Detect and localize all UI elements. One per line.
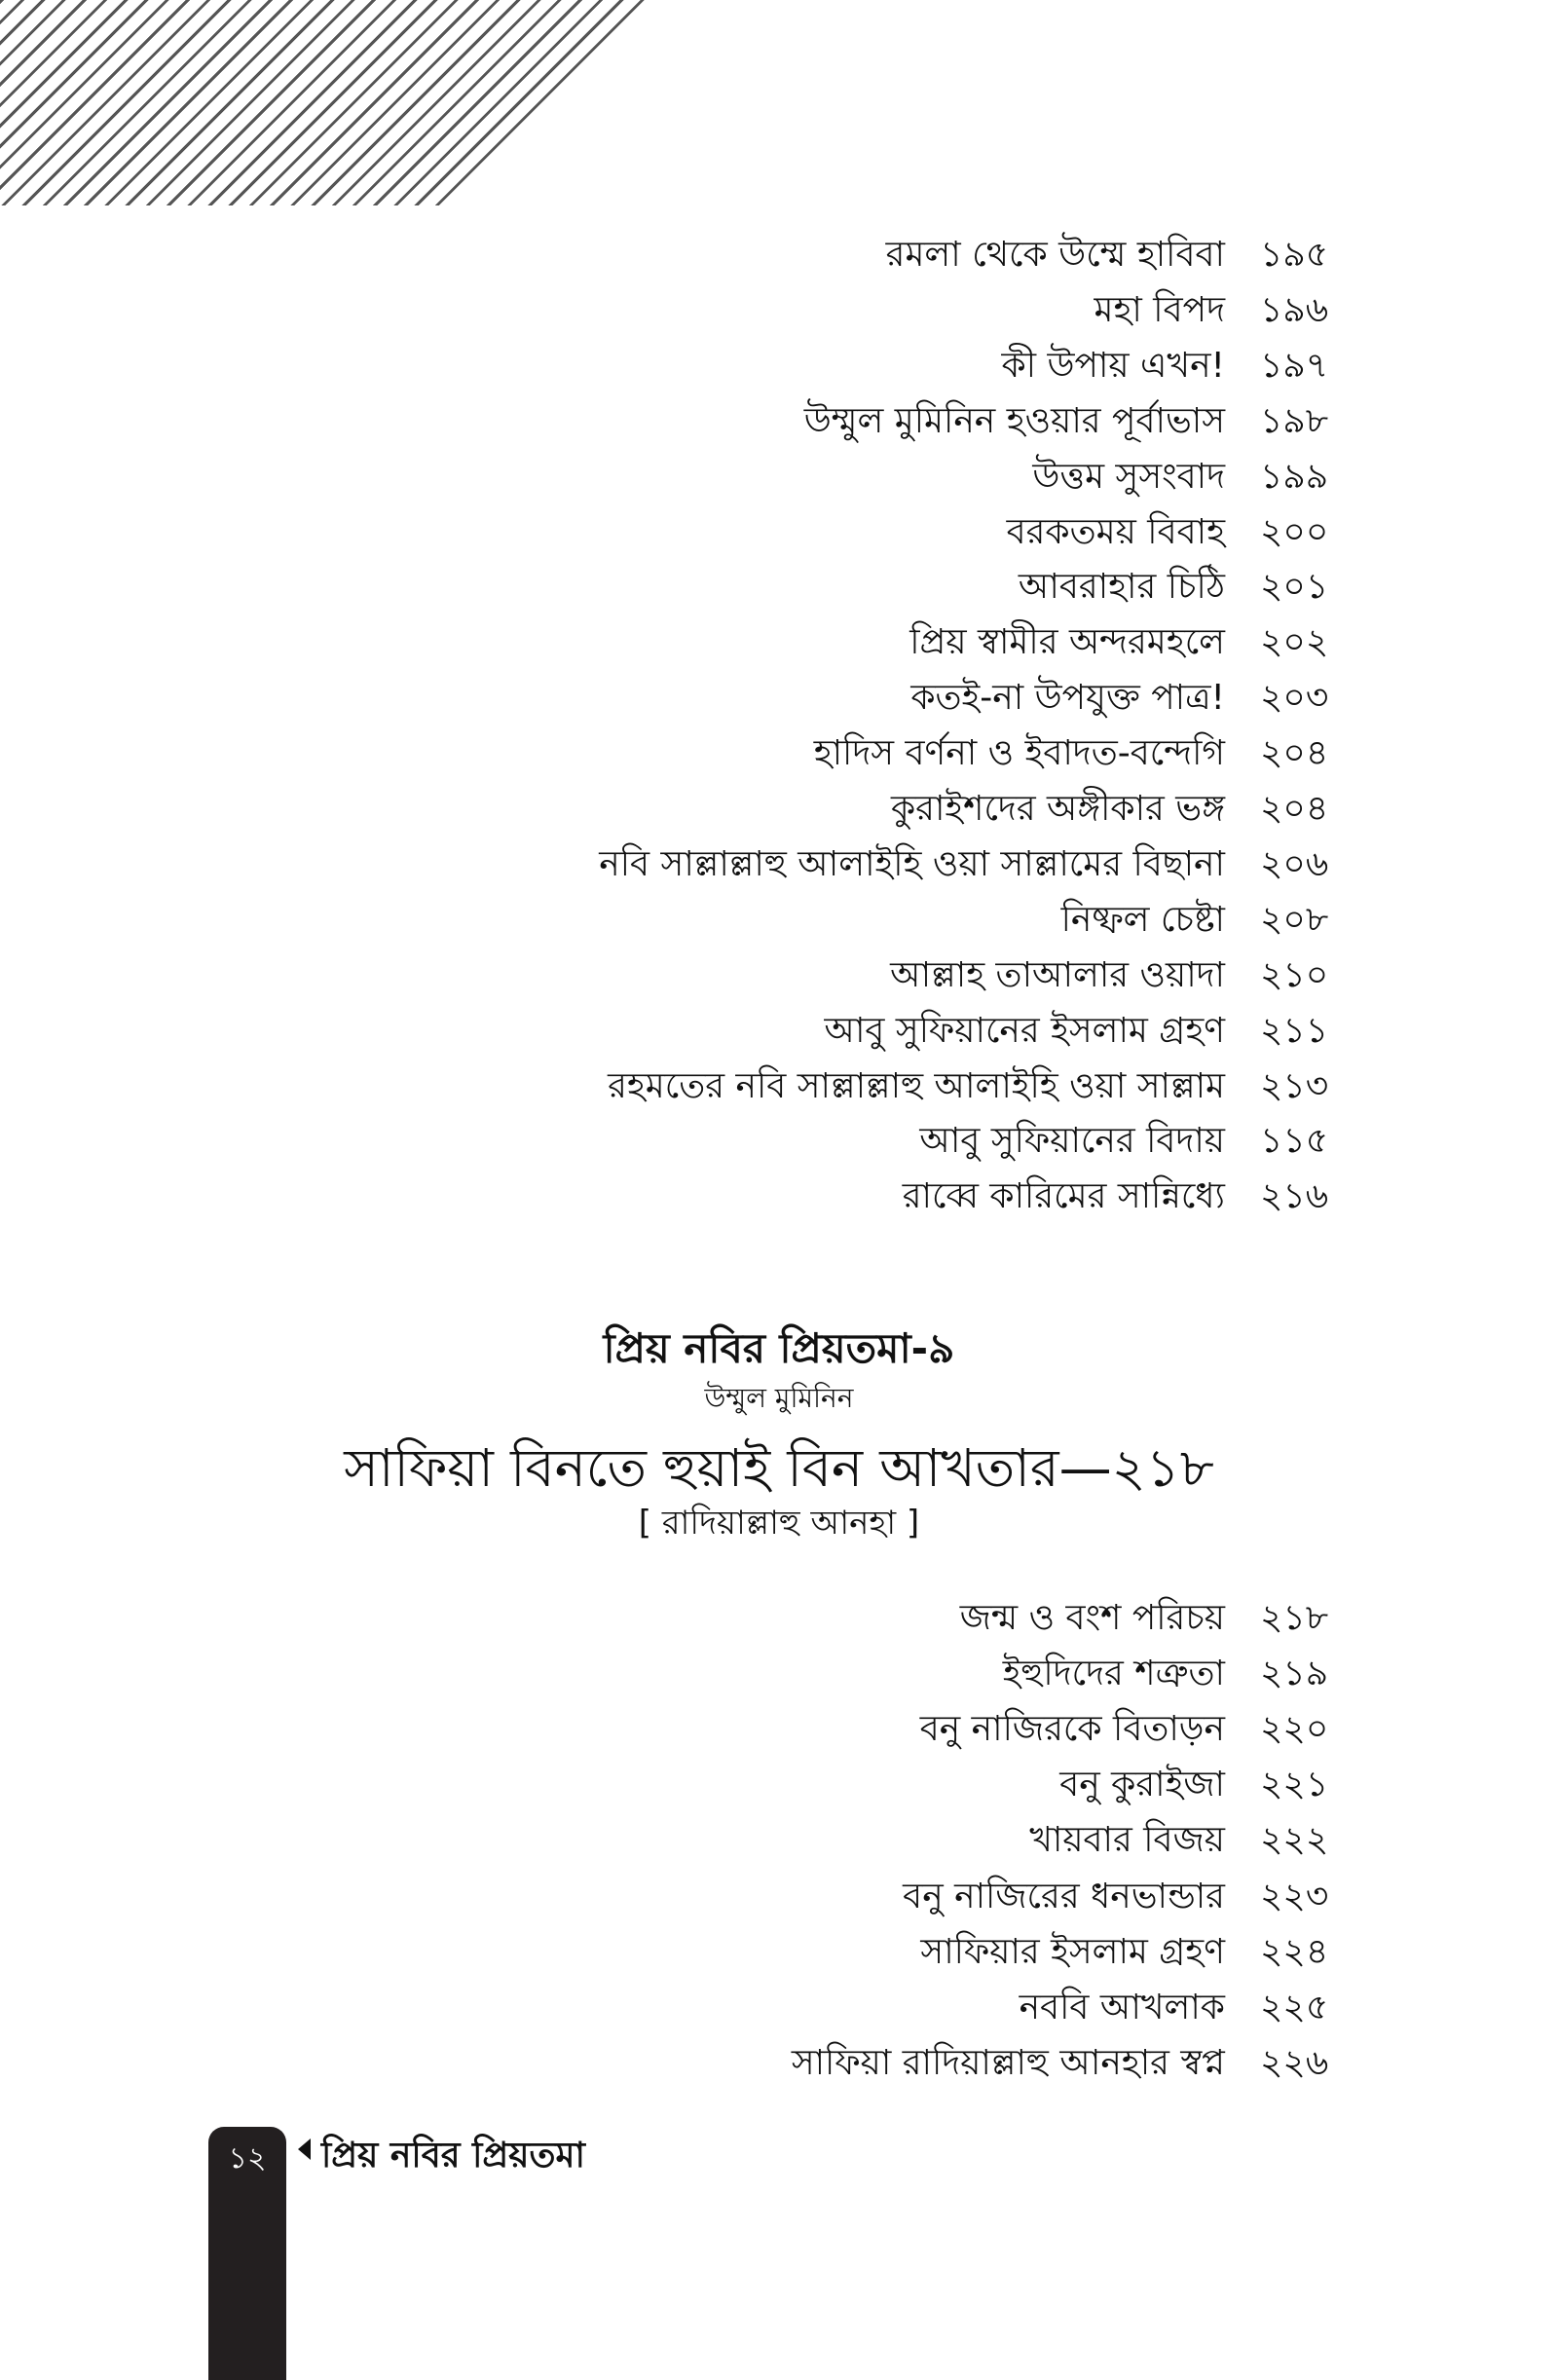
toc-entry-page: ২২০ bbox=[1260, 1709, 1329, 1750]
toc-entry bbox=[0, 1981, 1558, 2035]
toc-entry bbox=[0, 1647, 1558, 1701]
toc-entry-page: ২০০ bbox=[1260, 511, 1329, 552]
toc-entry bbox=[0, 782, 1558, 837]
toc-entry-page: ২১০ bbox=[1260, 954, 1329, 995]
toc-entry-title: প্রিয় স্বামীর অন্দরমহলে bbox=[909, 622, 1225, 663]
toc-entry-page: ২০৬ bbox=[1260, 843, 1329, 884]
toc-entry-page: ২২৫ bbox=[1260, 1987, 1329, 2027]
section-title: সাফিয়া বিনতে হুয়াই বিন আখতার—২১৮ bbox=[344, 1437, 1214, 1499]
toc-entry bbox=[0, 1702, 1558, 1757]
toc-entry bbox=[0, 837, 1558, 892]
section-subtitle: উম্মুল মুমিনিন bbox=[704, 1382, 854, 1414]
toc-entry-page: ২১৩ bbox=[1260, 1065, 1329, 1106]
toc-entry bbox=[0, 1170, 1558, 1224]
toc-entry bbox=[0, 283, 1558, 338]
toc-entry bbox=[0, 1870, 1558, 1924]
section-honorific: [ রাদিয়াল্লাহু আনহা ] bbox=[638, 1504, 920, 1543]
toc-entry-title: বনু নাজিরকে বিতাড়ন bbox=[919, 1709, 1225, 1750]
toc-entry bbox=[0, 671, 1558, 725]
toc-entry-page: ২১৯ bbox=[1260, 1654, 1329, 1694]
toc-entry-page: ১৯৯ bbox=[1260, 456, 1329, 497]
toc-entry-page: ২০৮ bbox=[1260, 899, 1329, 940]
toc-entry-title: সাফিয়া রাদিয়াল্লাহু আনহার স্বপ্ন bbox=[791, 2042, 1225, 2083]
toc-entry-page: ২০২ bbox=[1260, 622, 1329, 663]
toc-entry bbox=[0, 726, 1558, 781]
toc-entry-page: ২২৬ bbox=[1260, 2042, 1329, 2083]
toc-entry-title: আল্লাহ তাআলার ওয়াদা bbox=[890, 954, 1225, 995]
toc-entry bbox=[0, 615, 1558, 670]
toc-entry-title: নিষ্ফল চেষ্টা bbox=[1060, 899, 1225, 940]
toc-entry-page: ১১৫ bbox=[1260, 1121, 1329, 1162]
page-number: ১২ bbox=[228, 2141, 267, 2175]
section-series-heading: প্রিয় নবির প্রিয়তমা-৯ bbox=[603, 1324, 955, 1372]
toc-entry-page: ১৯৭ bbox=[1260, 345, 1329, 386]
toc-entry-page: ২২২ bbox=[1260, 1820, 1329, 1861]
toc-entry-title: উম্মুল মুমিনিন হওয়ার পূর্বাভাস bbox=[803, 400, 1225, 441]
toc-entry-page: ২০১ bbox=[1260, 567, 1329, 608]
toc-entry bbox=[0, 560, 1558, 614]
toc-entry-title: জন্ম ও বংশ পরিচয় bbox=[959, 1598, 1225, 1638]
running-title: প্রিয় নবির প্রিয়তমা bbox=[321, 2136, 585, 2175]
triangle-left-icon bbox=[298, 2138, 311, 2160]
toc-entry bbox=[0, 1758, 1558, 1812]
toc-entry bbox=[0, 450, 1558, 504]
toc-entry-title: উত্তম সুসংবাদ bbox=[1032, 456, 1225, 497]
toc-entry-title: সাফিয়ার ইসলাম গ্রহণ bbox=[920, 1931, 1225, 1972]
toc-entry bbox=[0, 2036, 1558, 2091]
toc-entry-title: ইহুদিদের শত্রুতা bbox=[1002, 1654, 1225, 1694]
toc-entry bbox=[0, 1591, 1558, 1646]
toc-entry bbox=[0, 1813, 1558, 1868]
toc-entry-page: ১৯৫ bbox=[1260, 235, 1329, 275]
toc-entry-title: বরকতময় বিবাহ bbox=[1006, 511, 1225, 552]
toc-entry bbox=[0, 505, 1558, 560]
toc-entry bbox=[0, 1060, 1558, 1114]
toc-entry bbox=[0, 893, 1558, 948]
toc-entry-title: নববি আখলাক bbox=[1019, 1987, 1225, 2027]
toc-entry-page: ১৯৬ bbox=[1260, 289, 1329, 330]
toc-entry bbox=[0, 228, 1558, 282]
toc-entry-title: রাব্বে কারিমের সান্নিধ্যে bbox=[902, 1176, 1225, 1217]
toc-entry-title: আবু সুফিয়ানের ইসলাম গ্রহণ bbox=[824, 1010, 1225, 1051]
toc-entry-title: খায়বার বিজয় bbox=[1029, 1820, 1225, 1861]
toc-entry-title: নবি সাল্লাল্লাহু আলাইহি ওয়া সাল্লামের বিছানা bbox=[599, 843, 1225, 884]
toc-entry-title: হাদিস বর্ণনা ও ইবাদত-বন্দেগি bbox=[813, 733, 1225, 774]
toc-entry-page: ২২৩ bbox=[1260, 1876, 1329, 1916]
toc-entry-page: ১৯৮ bbox=[1260, 400, 1329, 441]
toc-entry-page: ২১১ bbox=[1260, 1010, 1329, 1051]
toc-entry bbox=[0, 394, 1558, 449]
decorative-stripes bbox=[0, 0, 662, 206]
toc-entry bbox=[0, 1114, 1558, 1169]
toc-entry-page: ২২৪ bbox=[1260, 1931, 1329, 1972]
toc-entry-title: বনু নাজিরের ধনভান্ডার bbox=[903, 1876, 1225, 1916]
toc-entry-title: বনু কুরাইজা bbox=[1059, 1765, 1225, 1805]
toc-entry-page: ২০৪ bbox=[1260, 733, 1329, 774]
toc-entry bbox=[0, 948, 1558, 1003]
toc-entry-title: রমলা থেকে উম্মে হাবিবা bbox=[885, 235, 1225, 275]
toc-entry-page: ২১৮ bbox=[1260, 1598, 1329, 1638]
toc-entry-title: কী উপায় এখন! bbox=[1001, 345, 1225, 386]
toc-entry-page: ২২১ bbox=[1260, 1765, 1329, 1805]
toc-entry-page: ২০৩ bbox=[1260, 678, 1329, 719]
toc-entry-page: ২১৬ bbox=[1260, 1176, 1329, 1217]
page-number-tab bbox=[208, 2127, 286, 2380]
toc-entry-title: কুরাইশদের অঙ্গীকার ভঙ্গ bbox=[890, 789, 1225, 829]
toc-entry-title: আবু সুফিয়ানের বিদায় bbox=[919, 1121, 1225, 1162]
toc-entry-title: রহমতের নবি সাল্লাল্লাহু আলাইহি ওয়া সাল্লাম bbox=[608, 1065, 1225, 1106]
toc-entry-title: কতই-না উপযুক্ত পাত্র! bbox=[910, 678, 1225, 719]
toc-entry bbox=[0, 1925, 1558, 1980]
toc-entry-page: ২০৪ bbox=[1260, 789, 1329, 829]
toc-entry-title: আবরাহার চিঠি bbox=[1018, 567, 1225, 608]
toc-entry-title: মহা বিপদ bbox=[1094, 289, 1225, 330]
toc-entry bbox=[0, 339, 1558, 393]
toc-entry bbox=[0, 1004, 1558, 1059]
